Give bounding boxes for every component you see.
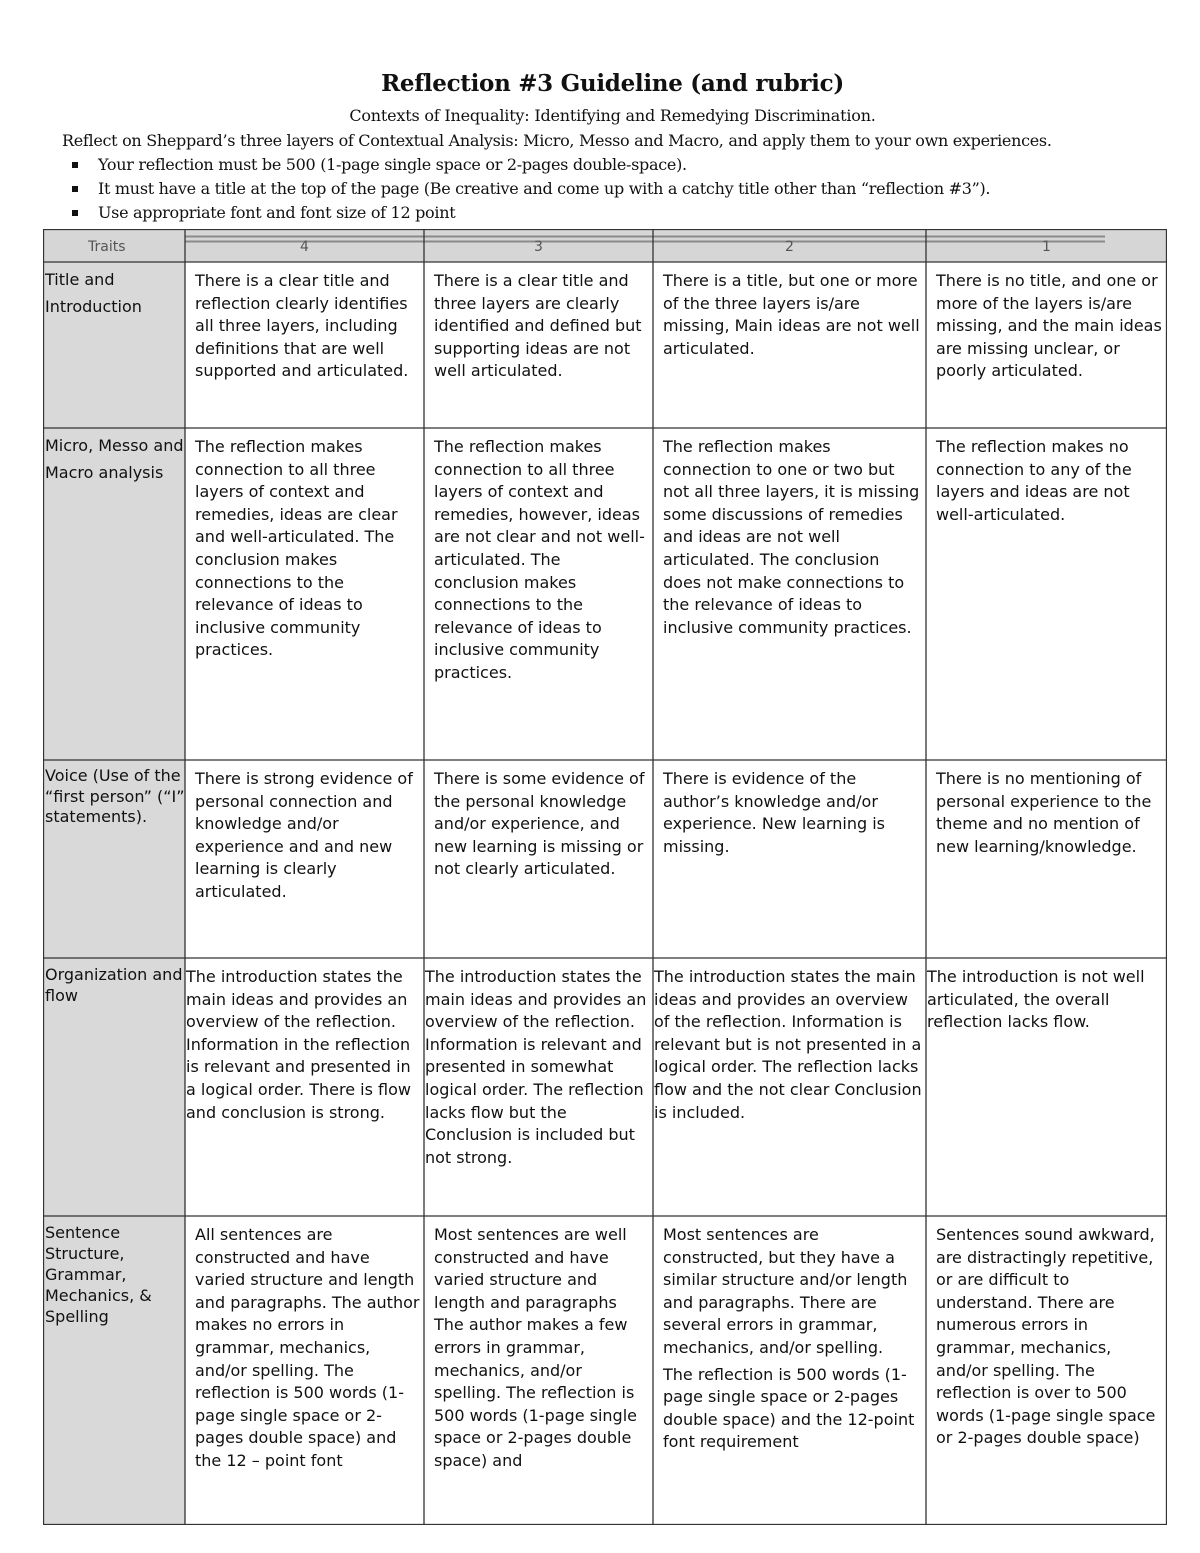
square-bullet-icon [72,210,78,216]
criteria-cell: There is a title, but one or more of the three layers is/are missing, Main ideas are not well articulated. [663,271,920,358]
criteria-cell: There is evidence of the author’s knowledge and/or experience. New learning is missing. [663,769,885,856]
header-score-3: 3 [534,239,543,255]
criteria-cell: There is a clear title and three layers are clearly identified and defined but supporting ideas are not well articulated. [434,271,642,381]
intro-instruction: Reflect on Sheppard’s three layers of Contextual Analysis: Micro, Messo and Macro, and apply them to your own experiences. [62,131,1052,150]
rubric-table [43,229,1167,1525]
header-score-1: 1 [1042,239,1051,255]
criteria-cell: The reflection makes connection to one or two but not all three layers, it is missing some discussions of remedies and ideas are not well articulated. The conclusion does not make connections to the relevance of ideas to inclusive community practices. [663,437,920,637]
criteria-cell: The introduction is not well articulated, the overall reflection lacks flow. [927,967,1145,1032]
criteria-cell: The reflection makes no connection to any of the layers and ideas are not well-articulated. [936,437,1132,524]
criteria-cell: The introduction states the main ideas and provides an overview of the reflection. Information is relevant but is not presented in a logical order. The reflection lacks flow and the not clear Conclusion is included. [654,967,922,1122]
criteria-cell: Most sentences are well constructed and have varied structure and length and paragraphs The author makes a few errors in grammar, mechanics, and/or spelling. The reflection is 500 words (1-page single space or 2-pages double space) and [434,1225,637,1470]
criteria-cell: There is no title, and one or more of the layers is/are missing, and the main ideas are missing unclear, or poorly articulated. [936,271,1162,381]
requirement-item: Use appropriate font and font size of 12 point [72,201,990,225]
criteria-cell: The reflection makes connection to all three layers of context and remedies, ideas are clear and well-articulated. The conclusion makes connections to the relevance of ideas to inclusive community practices. [195,437,398,660]
criteria-cell [653,1216,926,1525]
criteria-cell: Sentences sound awkward, are distractingly repetitive, or are difficult to understand. There are numerous errors in grammar, mechanics, and/or spelling. The reflection is over to 500 words (1-page single space or 2-pages double space) [936,1225,1156,1448]
header-score-4: 4 [300,239,309,255]
criteria-cell: There is no mentioning of personal experience to the theme and no mention of new learning/knowledge. [936,769,1152,856]
trait-label: Voice (Use of the “first person” (“I” statements). [45,766,185,826]
criteria-cell: There is a clear title and reflection clearly identifies all three layers, including definitions that are well supported and articulated. [195,271,409,381]
header-score-2: 2 [785,239,794,255]
header-traits: Traits [88,239,126,255]
square-bullet-icon [72,186,78,192]
document-title: Reflection #3 Guideline (and rubric) [381,70,844,97]
criteria-cell: The reflection makes connection to all three layers of context and remedies, however, ideas are not clear and not well-articulated. The conclusion makes connections to the relevance of ideas to inclusive community practices. [434,437,645,682]
criteria-cell: The introduction states the main ideas and provides an overview of the reflection. Information is relevant and presented in somewhat logical order. The reflection lacks flow but the Conclusion is included but not strong. [425,967,647,1167]
square-bullet-icon [72,162,78,168]
criteria-cell: There is strong evidence of personal connection and knowledge and/or experience and and new learning is clearly articulated. [195,769,413,901]
criteria-paragraph: Most sentences are constructed, but they have a similar structure and/or length and paragraphs. There are several errors in grammar, mechanics, and/or spelling. [663,1225,908,1357]
criteria-paragraph: The reflection is 500 words (1-page single space or 2-pages double space) and the 12-point font requirement [663,1364,915,1452]
document-subtitle: Contexts of Inequality: Identifying and Remedying Discrimination. [349,106,876,125]
requirement-item: It must have a title at the top of the page (Be creative and come up with a catchy title other than “reflection #3”). [72,177,990,201]
trait-label: Organization and flow [45,965,183,1005]
criteria-cell: There is some evidence of the personal knowledge and/or experience, and new learning is missing or not clearly articulated. [434,769,645,879]
trait-label: Sentence Structure, Grammar, Mechanics, & Spelling [45,1223,152,1326]
requirement-list [72,153,990,225]
trait-label: Micro, Messo and Macro analysis [45,436,184,482]
trait-label: Title and Introduction [45,270,142,316]
criteria-cell: All sentences are constructed and have varied structure and length and paragraphs. The author makes no errors in grammar, mechanics, and/or spelling. The reflection is 500 words (1-page single space or 2-pages double space) and the 12 – point font [195,1225,420,1470]
requirement-item: Your reflection must be 500 (1-page single space or 2-pages double-space). [72,153,990,177]
criteria-cell: The introduction states the main ideas and provides an overview of the reflection. Information in the reflection is relevant and presented in a logical order. There is flow and conclusion is strong. [186,967,411,1122]
